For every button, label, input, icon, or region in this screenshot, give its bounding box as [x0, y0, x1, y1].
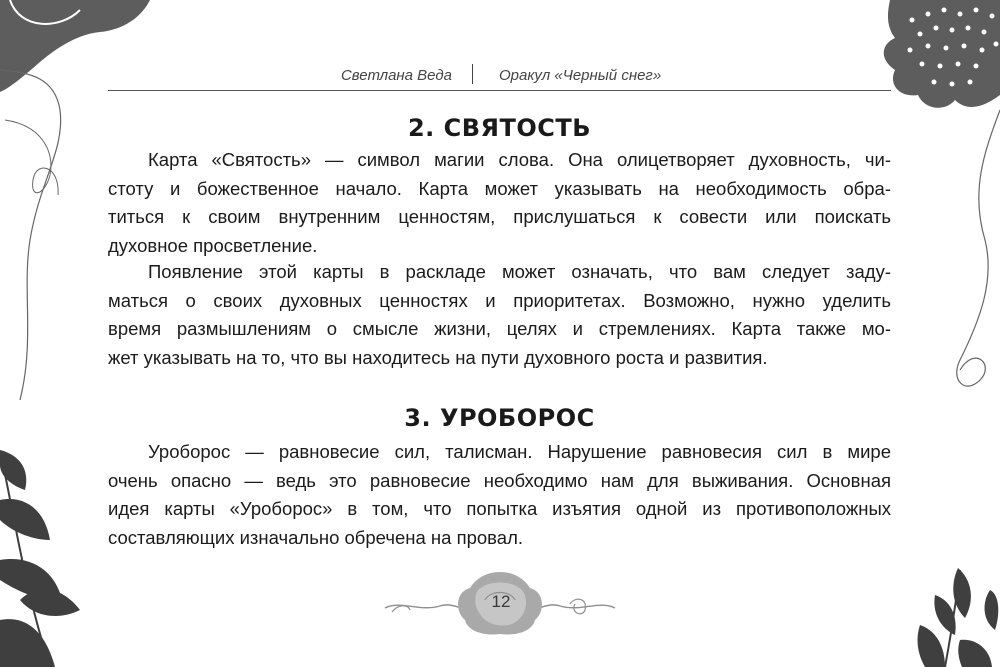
bottom-left-leaf-icon [0, 450, 80, 667]
header-separator [472, 64, 473, 84]
text-line: духовное просветление. [108, 234, 318, 256]
text-line: жет указывать на то, что вы находитесь на пути духовного роста и развития. [108, 346, 768, 368]
paragraph [108, 146, 891, 260]
header-author: Светлана Веда [340, 67, 452, 84]
text-line: очень опасно — ведь это равновесие необходимо нам для выживания. Основная [108, 469, 891, 491]
text-line: стоту и божественное начало. Карта может указывать на необходимость обра- [108, 177, 891, 199]
text-line: составляющих изначально обречена на провал. [108, 526, 524, 548]
bottom-right-leaf-icon [918, 568, 999, 667]
header-book-title: Оракул «Черный снег» [499, 67, 662, 84]
text-line: титься к своим внутренним ценностям, прислушаться к совести или поискать [108, 206, 891, 227]
section-title: 3. УРОБОРОС [404, 404, 595, 432]
top-right-flower-icon [884, 0, 1000, 386]
text-line: Карта «Святость» — символ магии слова. Она олицетворяет духовность, чи- [148, 149, 891, 170]
text-line: Появление этой карты в раскладе может означать, что вам следует заду- [148, 261, 891, 282]
text-line: идея карты «Уроборос» в том, что попытка изъятия одной из противоположных [108, 498, 891, 519]
paragraph [108, 438, 891, 552]
text-line: Уроборос — равновесие сил, талисман. Нарушение равновесия сил в мире [148, 441, 891, 462]
text-line: время размышлениям о смысле жизни, целях и стремлениях. Карта также мо- [108, 318, 891, 339]
page-number: 12 [491, 592, 511, 611]
section-title: 2. СВЯТОСТЬ [407, 114, 592, 142]
text-line: маться о своих духовных ценностях и приоритетах. Возможно, нужно уделить [108, 289, 891, 311]
running-header [108, 62, 891, 91]
paragraph [108, 258, 891, 372]
